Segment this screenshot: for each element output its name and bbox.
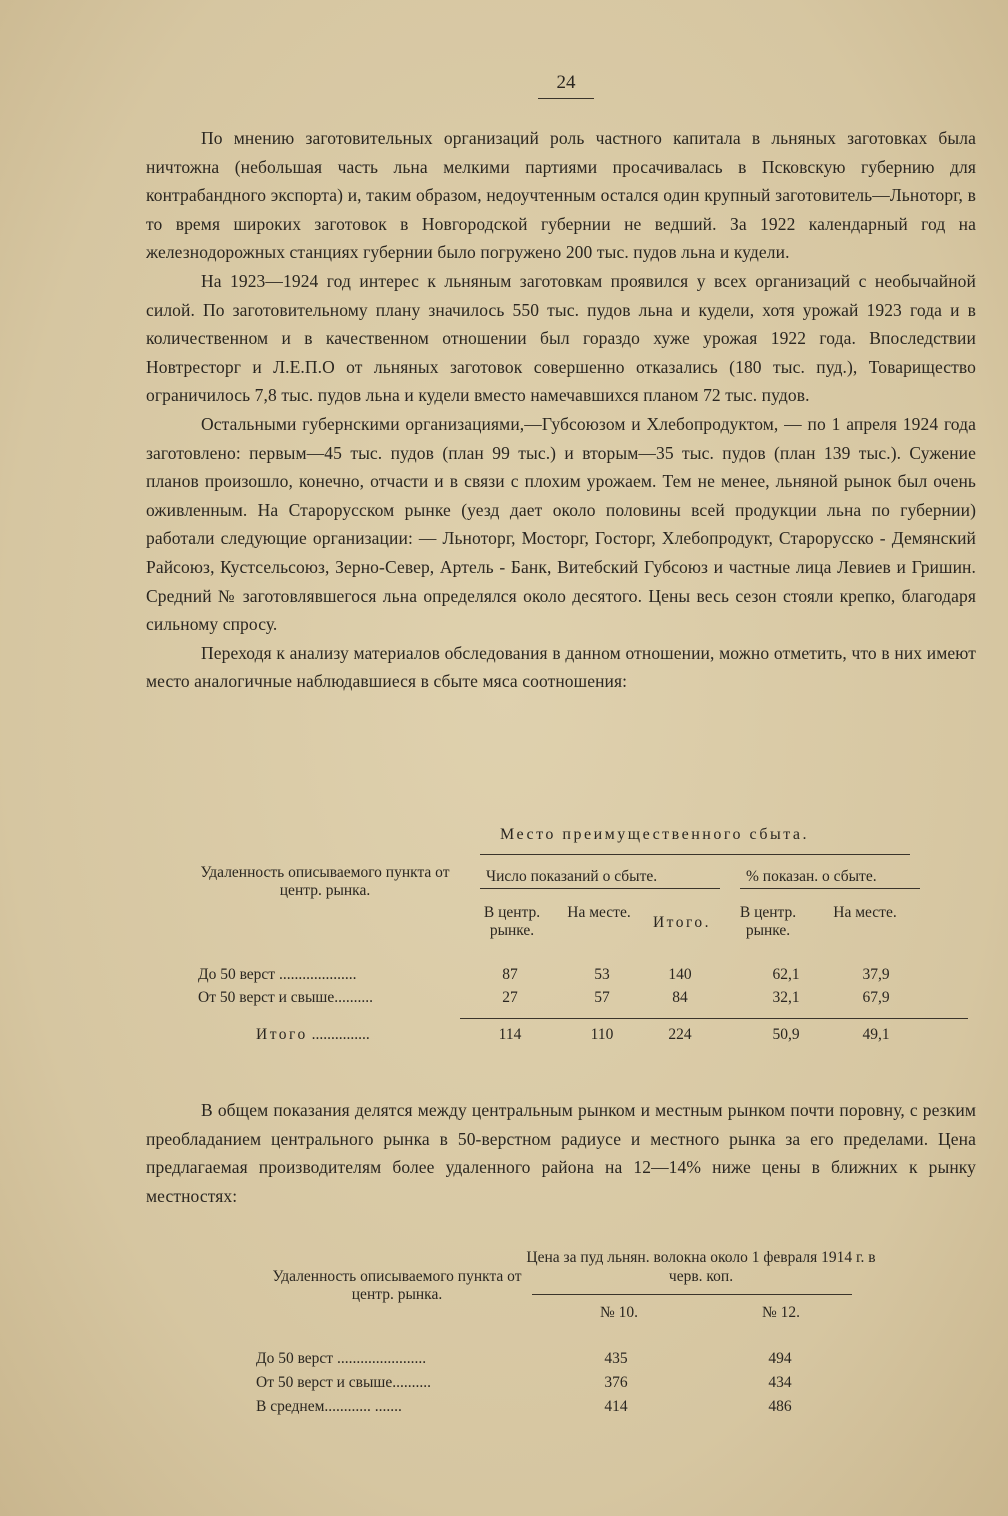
body-text <box>146 124 976 696</box>
table1-col-local: На месте. <box>567 904 631 921</box>
table1-total-cell: 114 <box>498 1026 522 1043</box>
table1-total-cell: 110 <box>590 1026 614 1043</box>
page-number: 24 <box>538 72 594 99</box>
paragraph-5: В общем показания делятся между центральным рынком и местным рынком почти поровну, с резким преобладанием центрального рынка в 50-верстном радиусе и местного рынка за его пределами. Цена предлагаемая производителям более удаленного района на 12—14% ниже цены в ближних к рынку местностях: <box>146 1100 976 1206</box>
table2-group-rule <box>532 1294 852 1295</box>
table1-cell: 37,9 <box>862 966 890 983</box>
table1-col-pct-center: В центр. рынке. <box>739 904 797 939</box>
paragraph-3: Остальными губернскими организациями,—Губсоюзом и Хлебопродуктом, — по 1 апреля 1924 года заготовлено: первым—45 тыс. пудов (план 99 тыс.) и вторым—35 тыс. пудов (план 139 тыс.). Сужение планов произошло, конечно, отчасти и в связи с плохим урожаем. Тем не менее, льняной рынок был очень оживленным. На Старорусском рынке (уезд дает около половины всей продукции льна по губернии) работали следующие организации: — Льноторг, Мосторг, Госторг, Хлебопродукт, Старорусско - Демянский Райсоюз, Кустсельсоюз, Зерно-Север, Артель - Банк, Витебский Губсоюз и частные лица Левиев и Гришин. Средний № заготовлявшегося льна определялся около десятого. Цены весь сезон стояли крепко, благодаря сильному спросу. <box>146 413 976 635</box>
paragraph-4: Переходя к анализу материалов обследования в данном отношении, можно отметить, что в них имеют место аналогичные наблюдавшиеся в сбыте мяса соотношения: <box>146 642 976 692</box>
table2-col-b: № 12. <box>761 1304 801 1321</box>
table1-row-label: До 50 верст .................... <box>198 966 357 983</box>
table1-group-percent: % показан. о сбыте. <box>746 868 877 885</box>
table2-cell: 435 <box>604 1350 628 1367</box>
table2-row-header: Удаленность описываемого пункта от центр. рынка. <box>272 1268 522 1303</box>
body-text-2 <box>146 1096 976 1210</box>
table1-row-label: От 50 верст и свыше.......... <box>198 989 373 1006</box>
table2-cell: 494 <box>768 1350 792 1367</box>
table2-row-label: От 50 верст и свыше.......... <box>256 1374 431 1391</box>
table1-cell: 27 <box>502 989 518 1006</box>
table1-total-rule <box>460 1018 968 1019</box>
table2-cell: 434 <box>768 1374 792 1391</box>
table1-cell: 87 <box>502 966 518 983</box>
table1-col-center: В центр. рынке. <box>483 904 541 939</box>
table2-group-header: Цена за пуд льнян. волокна около 1 февраля 1914 г. в черв. коп. <box>526 1249 876 1285</box>
table1-cell: 84 <box>672 989 688 1006</box>
table2-cell: 414 <box>604 1398 628 1415</box>
table1-group2-rule <box>740 888 920 889</box>
table2-col-a: № 10. <box>599 1304 639 1321</box>
table1-col-total: Итого. <box>652 914 712 931</box>
table1-cell: 67,9 <box>862 989 890 1006</box>
table1-cell: 32,1 <box>772 989 800 1006</box>
table2-row-label: В среднем............ ....... <box>256 1398 402 1415</box>
paragraph-2: На 1923—1924 год интерес к льняным заготовкам проявился у всех организаций с необычайной силой. По заготовительному плану значилось 550 тыс. пудов льна и кудели, хотя урожай 1923 года и в количественном и в качественном отношении был гораздо хуже урожая 1922 года. Впоследствии Новтресторг и Л.Е.П.О от льняных заготовок совершенно отказались (180 тыс. пуд.), Товарищество ограничилось 7,8 тыс. пудов льна и кудели вместо намечавшихся планом 72 тыс. пудов. <box>146 270 976 406</box>
table1-row-header: Удаленность описываемого пункта от центр. рынка. <box>200 864 450 899</box>
table1-total-cell: 49,1 <box>862 1026 890 1043</box>
table1-group1-rule <box>480 888 720 889</box>
table2-row-label: До 50 верст ....................... <box>256 1350 427 1367</box>
table1-cell: 140 <box>668 966 692 983</box>
table1-cell: 62,1 <box>772 966 800 983</box>
table1-col-pct-local: На месте. <box>833 904 897 921</box>
table1-group-count: Число показаний о сбыте. <box>486 868 658 885</box>
table1-title-rule <box>480 854 910 855</box>
table1-total-cell: 50,9 <box>772 1026 800 1043</box>
table1-cell: 53 <box>594 966 610 983</box>
table1-total-label: Итого ............... <box>256 1026 370 1043</box>
table1-title: Место преимущественного сбыта. <box>500 826 809 843</box>
table2-cell: 486 <box>768 1398 792 1415</box>
table1-cell: 57 <box>594 989 610 1006</box>
table1-total-cell: 224 <box>668 1026 692 1043</box>
paragraph-1: По мнению заготовительных организаций роль частного капитала в льняных заготовках была ничтожна (небольшая часть льна мелкими партиями просачивалась в Псковскую губернию для контрабандного экспорта) и, таким образом, недоучтенным остался один крупный заготовитель—Льноторг, в то время широких заготовок в Новгородской губернии не ведший. За 1922 календарный год на железнодорожных станциях губернии было погружено 200 тыс. пудов льна и кудели. <box>146 128 976 263</box>
table2-cell: 376 <box>604 1374 628 1391</box>
